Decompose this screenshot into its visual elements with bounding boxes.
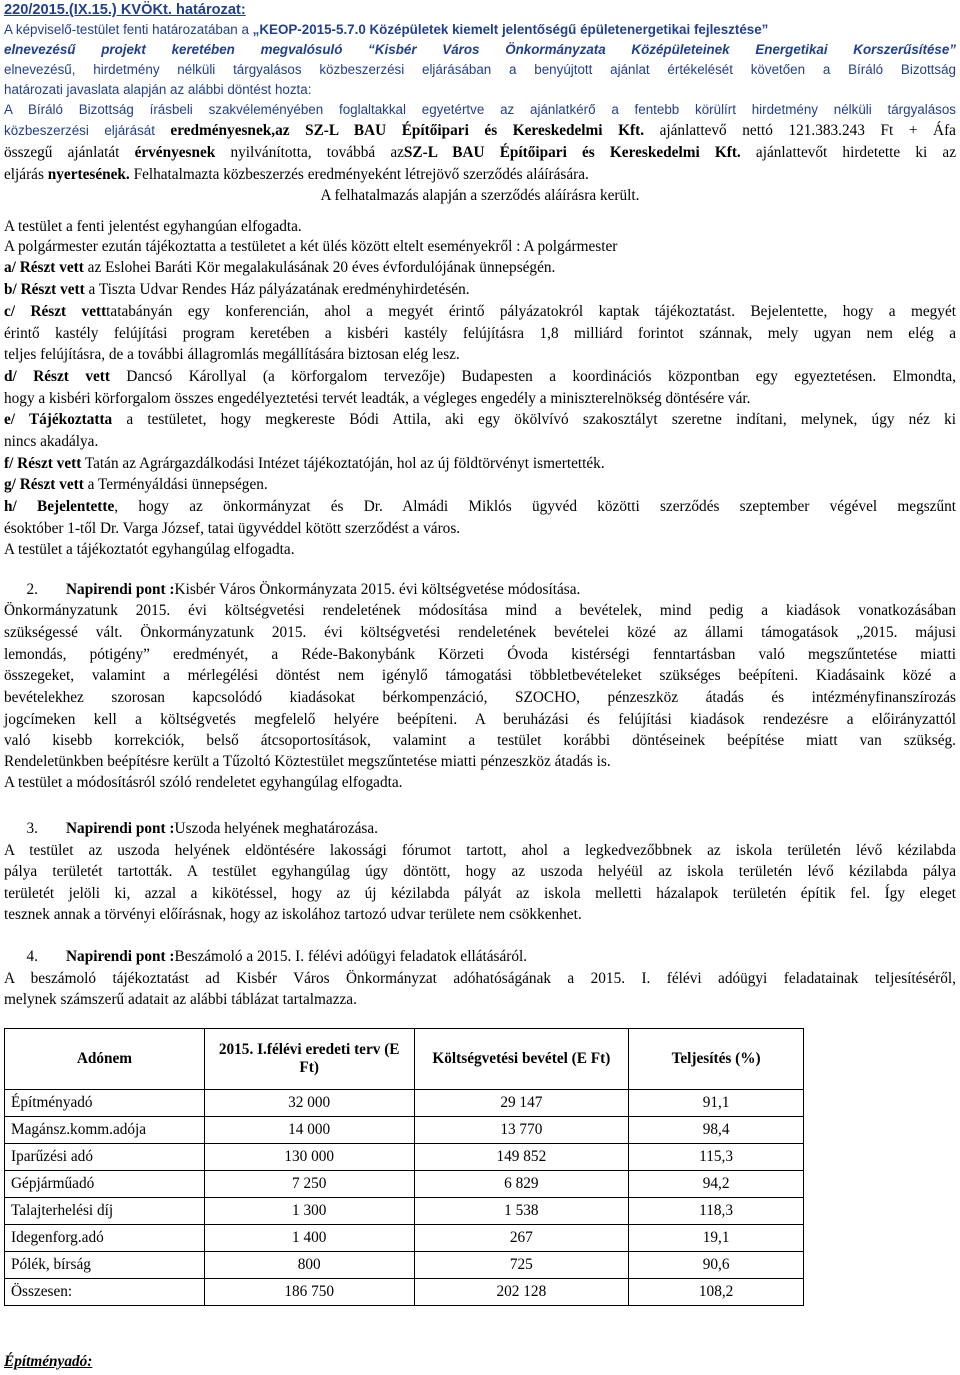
agenda-number: 4.: [26, 948, 38, 965]
table-row: [5, 1117, 804, 1144]
tax-revenue-table: [4, 1028, 804, 1306]
table-cell: Idegenforg.adó: [5, 1225, 205, 1252]
table-cell: 32 000: [204, 1090, 414, 1117]
agenda-item-2-text: szükségessé vált. Önkormányzatunk 2015. évi költségvetési rendeletének bevételei közé az állami támogatások „2015. májusi: [4, 624, 956, 641]
event-c-cont: érintő kastély felújítási program keretében a kisbéri kastély felújításra 1,8 milliárd forintot szánnak, mely ugyan nem elég a: [4, 325, 956, 342]
table-row: [5, 1090, 804, 1117]
table-cell: 7 250: [204, 1171, 414, 1198]
resolution-heading: 220/2015.(IX.15.) KVÖKt. határozat:: [4, 2, 246, 18]
event-c: [4, 302, 956, 322]
table-row: [5, 1198, 804, 1225]
agenda-item-2-title: [4, 580, 956, 600]
table-cell: Építményadó: [5, 1090, 205, 1117]
table-header-row: [5, 1029, 804, 1090]
agenda-item-2-text: jogcímeken kell a költségvetés megfelelő helyére beépíteni. A beruházási és felújítási kiadások rendezésre a előirányzattól: [4, 711, 956, 728]
winner-name: SZ-L BAU Építőipari és Kereskedelmi Kft.: [403, 144, 741, 161]
event-text: Tatán az Agrárgazdálkodási Intézet tájékoztatóján, hol az új földtörvényt ismertették.: [81, 455, 605, 472]
agenda-item-3-text: területét jelöli ki, azzal a kikötéssel, hogy az új kézilabda pályát az iskola melletti házalapok területén építik fel. Így eleget: [4, 885, 956, 902]
agenda-title: Kisbér Város Önkormányzata 2015. évi költségvetése módosítása.: [174, 581, 581, 598]
resolution-line: A felhatalmazás alapján a szerződés aláírásra került.: [320, 187, 640, 204]
agenda-item-2-text: Rendeletünkben beépítésre került a Tűzoltó Köztestület megszűntetése miatti pénzeszköz átadás is.: [4, 753, 611, 770]
event-label: g/ Részt vett: [4, 476, 84, 493]
table-cell: 725: [414, 1252, 629, 1279]
table-cell: 98,4: [629, 1117, 804, 1144]
text-part: érvényesnek: [134, 144, 216, 161]
table-cell: Gépjárműadó: [5, 1171, 205, 1198]
table-header-cell: Költségvetési bevétel (E Ft): [414, 1029, 629, 1090]
text-part: eljárás: [4, 166, 48, 183]
project-title: „KEOP-2015-5.7.0 Középületek kiemelt jelentőségű épületenergetikai fejlesztése”: [252, 22, 769, 37]
text-part: ajánlattevőt hirdetette ki az: [740, 144, 956, 161]
agenda-item-3-text: tesznek annak a törvényi előírásnak, hogy az iskolához tartozó udvar területe nem csökkenhet.: [4, 906, 582, 923]
agenda-item-2-text: Önkormányzatunk 2015. évi költségvetési rendeletének módosítása mind a bevételek, mind pedig a kiadások vonatkozásában: [4, 602, 956, 619]
agenda-title: Beszámoló a 2015. I. félévi adóügyi feladatok ellátásáról.: [174, 948, 528, 965]
text-part: nyilvánította, továbbá az: [215, 144, 404, 161]
event-label: e/ Tájékoztatta: [4, 411, 113, 428]
agenda-item-4-text: melynek számszerű adatait az alábbi táblázat tartalmazza.: [4, 991, 357, 1008]
table-header-cell: Teljesítés (%): [629, 1029, 804, 1090]
table-row: [5, 1252, 804, 1279]
table-cell: 29 147: [414, 1090, 629, 1117]
table-cell: 91,1: [629, 1090, 804, 1117]
event-d: [4, 367, 956, 387]
resolution-line: [4, 143, 956, 163]
agenda-item-3-text: A testület az uszoda helyének eldöntésére lakossági fórumot tartott, ahol a legkedvezőbbnek az iskola területén lévő kézilabda: [4, 842, 956, 859]
intro-text: A képviselő-testület fenti határozatában a: [4, 22, 253, 37]
agenda-item-2-text: A testület a módosításról szóló rendeletet egyhangúlag elfogadta.: [4, 774, 403, 791]
agenda-item-2-text: bevételekhez szorosan kapcsolódó kiadásokat bérkompenzáció, SZOCHO, pénzeszköz átadás és intézményfinanszírozás: [4, 689, 956, 706]
event-g: [4, 475, 956, 495]
agenda-label: Napirendi pont :: [66, 820, 175, 837]
table-cell: 1 538: [414, 1198, 629, 1225]
event-label: h/ Bejelentette: [4, 498, 115, 515]
event-c-cont: teljes felújításra, de a további állagromlás megállítására biztosan elég lesz.: [4, 346, 460, 363]
agenda-item-3-title: [4, 819, 956, 839]
event-b: [4, 280, 956, 300]
agenda-item-4-title: [4, 947, 956, 967]
resolution-line: határozati javaslata alapján az alábbi döntést hozta:: [4, 82, 312, 97]
table-cell: Pólék, bírság: [5, 1252, 205, 1279]
table-cell: 118,3: [629, 1198, 804, 1225]
event-e-cont: nincs akadálya.: [4, 433, 99, 450]
resolution-line: [4, 165, 956, 185]
event-label: f/ Részt vett: [4, 455, 82, 472]
table-total-row: [5, 1279, 804, 1306]
event-h: [4, 497, 956, 517]
table-header-cell: 2015. I.félévi eredeti terv (E Ft): [204, 1029, 414, 1090]
table-cell: 267: [414, 1225, 629, 1252]
agenda-item-3-text: pálya területét tartották. A testület egyhangúlag úgy döntött, hogy az uszoda helyéül az iskola területén lévő kézilabda pálya: [4, 863, 956, 880]
winner-name: eredményesnek,az SZ-L BAU Építőipari és Kereskedelmi Kft.: [170, 122, 645, 139]
mayor-intro: A polgármester ezután tájékoztatta a testületet a két ülés között eltelt eseményekről : A polgármester: [4, 238, 618, 255]
report-accepted-2: A testület a tájékoztatót egyhangúlag elfogadta.: [4, 541, 295, 558]
agenda-title: Uszoda helyének meghatározása.: [174, 820, 378, 837]
event-a: [4, 258, 956, 278]
table-cell: 202 128: [414, 1279, 629, 1306]
text-part: ajánlattevő nettó 121.383.243 Ft + Áfa: [644, 122, 956, 139]
event-text: a Tiszta Udvar Rendes Ház pályázatának eredményhirdetésén.: [84, 281, 470, 298]
agenda-label: Napirendi pont :: [66, 581, 175, 598]
section-heading: Építményadó:: [4, 1353, 93, 1370]
table-cell: 94,2: [629, 1171, 804, 1198]
table-row: [5, 1225, 804, 1252]
table-cell: 14 000: [204, 1117, 414, 1144]
event-label: d/ Részt vett: [4, 368, 110, 385]
table-cell: Összesen:: [5, 1279, 205, 1306]
text-part: közbeszerzési eljárását: [4, 123, 171, 138]
table-cell: 6 829: [414, 1171, 629, 1198]
table-cell: 90,6: [629, 1252, 804, 1279]
event-label: a/ Részt vett: [4, 259, 84, 276]
event-text: a Terményáldási ünnepségen.: [83, 476, 268, 493]
resolution-line: A Bíráló Bizottság írásbeli szakvéleményében foglaltakkal egyetértve az ajánlatkérő a fentebb körülírt hirdetmény nélküli tárgyalásos: [4, 102, 956, 117]
resolution-line: [4, 121, 956, 141]
table-cell: 108,2: [629, 1279, 804, 1306]
table-row: [5, 1144, 804, 1171]
event-label: c/ Részt vett: [4, 303, 107, 320]
event-text: tatabányán egy konferencián, ahol a megyét érintő pályázatokról kaptak tájékoztatást. Bejelentette, hogy a megyét: [106, 303, 956, 320]
table-row: [5, 1171, 804, 1198]
event-e: [4, 410, 956, 430]
table-cell: 1 300: [204, 1198, 414, 1225]
resolution-line: elnevezésű projekt keretében megvalósuló “Kisbér Város Önkormányzata Középületeinek Energetikai Korszerűsítése”: [4, 42, 956, 57]
event-text: a testületet, hogy megkereste Bódi Attila, aki egy ökölvívó szakosztályt szeretne indítani, melynek, úgy néz ki: [112, 411, 956, 428]
report-accepted: A testület a fenti jelentést egyhangúan elfogadta.: [4, 218, 302, 235]
table-cell: 186 750: [204, 1279, 414, 1306]
resolution-intro: [4, 20, 956, 40]
text-part: Felhatalmazta közbeszerzés eredményeként létrejövő szerződés aláírására.: [129, 166, 589, 183]
table-cell: 13 770: [414, 1117, 629, 1144]
agenda-number: 2.: [26, 581, 38, 598]
table-cell: 800: [204, 1252, 414, 1279]
table-cell: Magánsz.komm.adója: [5, 1117, 205, 1144]
table-cell: 19,1: [629, 1225, 804, 1252]
agenda-label: Napirendi pont :: [66, 948, 175, 965]
event-d-cont: hogy a kisbéri körforgalom összes engedélyeztetési tervét leadták, a végleges engedély a miniszterelnökség döntésére vár.: [4, 390, 751, 407]
event-text: , hogy az önkormányzat és Dr. Almádi Miklós ügyvéd közötti szerződés szeptember végével megszűnt: [114, 498, 957, 515]
table-cell: 1 400: [204, 1225, 414, 1252]
agenda-item-2-text: összegeket, valamint a mérlegélési döntést nem igénylő támogatási többletbevételeket szükséges beépíteni. Kiadásaink közé a: [4, 667, 956, 684]
resolution-line: elnevezésű, hirdetmény nélküli tárgyalásos közbeszerzési eljárásában a benyújtott ajánlat értékelését követően a Bíráló Bizottság: [4, 62, 956, 77]
table-cell: Iparűzési adó: [5, 1144, 205, 1171]
text-part: nyertesének.: [47, 166, 130, 183]
table-cell: Talajterhelési díj: [5, 1198, 205, 1225]
table-cell: 115,3: [629, 1144, 804, 1171]
agenda-number: 3.: [26, 820, 38, 837]
event-text: az Eslohei Baráti Kör megalakulásának 20 éves évfordulójának ünnepségén.: [83, 259, 556, 276]
agenda-item-4-text: A beszámoló tájékoztatást ad Kisbér Város Önkormányzat adóhatóságának a 2015. I. félévi adóügyi feladatainak teljesítéséről,: [4, 970, 956, 987]
agenda-item-2-text: való kisebb korrekciók, belső átcsoportosítások, valamint a testület korábbi döntéseinek beépítése miatt van szükség.: [4, 732, 956, 749]
table-cell: 130 000: [204, 1144, 414, 1171]
table-header-cell: Adónem: [5, 1029, 205, 1090]
event-h-cont: ésoktóber 1-től Dr. Varga József, tatai ügyvéddel kötött szerződést a város.: [4, 520, 461, 537]
text-part: összegű ajánlatát: [4, 144, 135, 161]
agenda-item-2-text: lemondás, pótigény” eredményét, a Réde-Bakonybánk Körzeti Óvoda kistérségi fenntartásban való megszűntetése miatti: [4, 646, 956, 663]
event-text: Dancsó Károllyal (a körforgalom tervezője) Budapesten a koordinációs központban egy egyeztetésen. Elmondta,: [109, 368, 956, 385]
event-label: b/ Részt vett: [4, 281, 85, 298]
event-f: [4, 454, 956, 474]
table-cell: 149 852: [414, 1144, 629, 1171]
